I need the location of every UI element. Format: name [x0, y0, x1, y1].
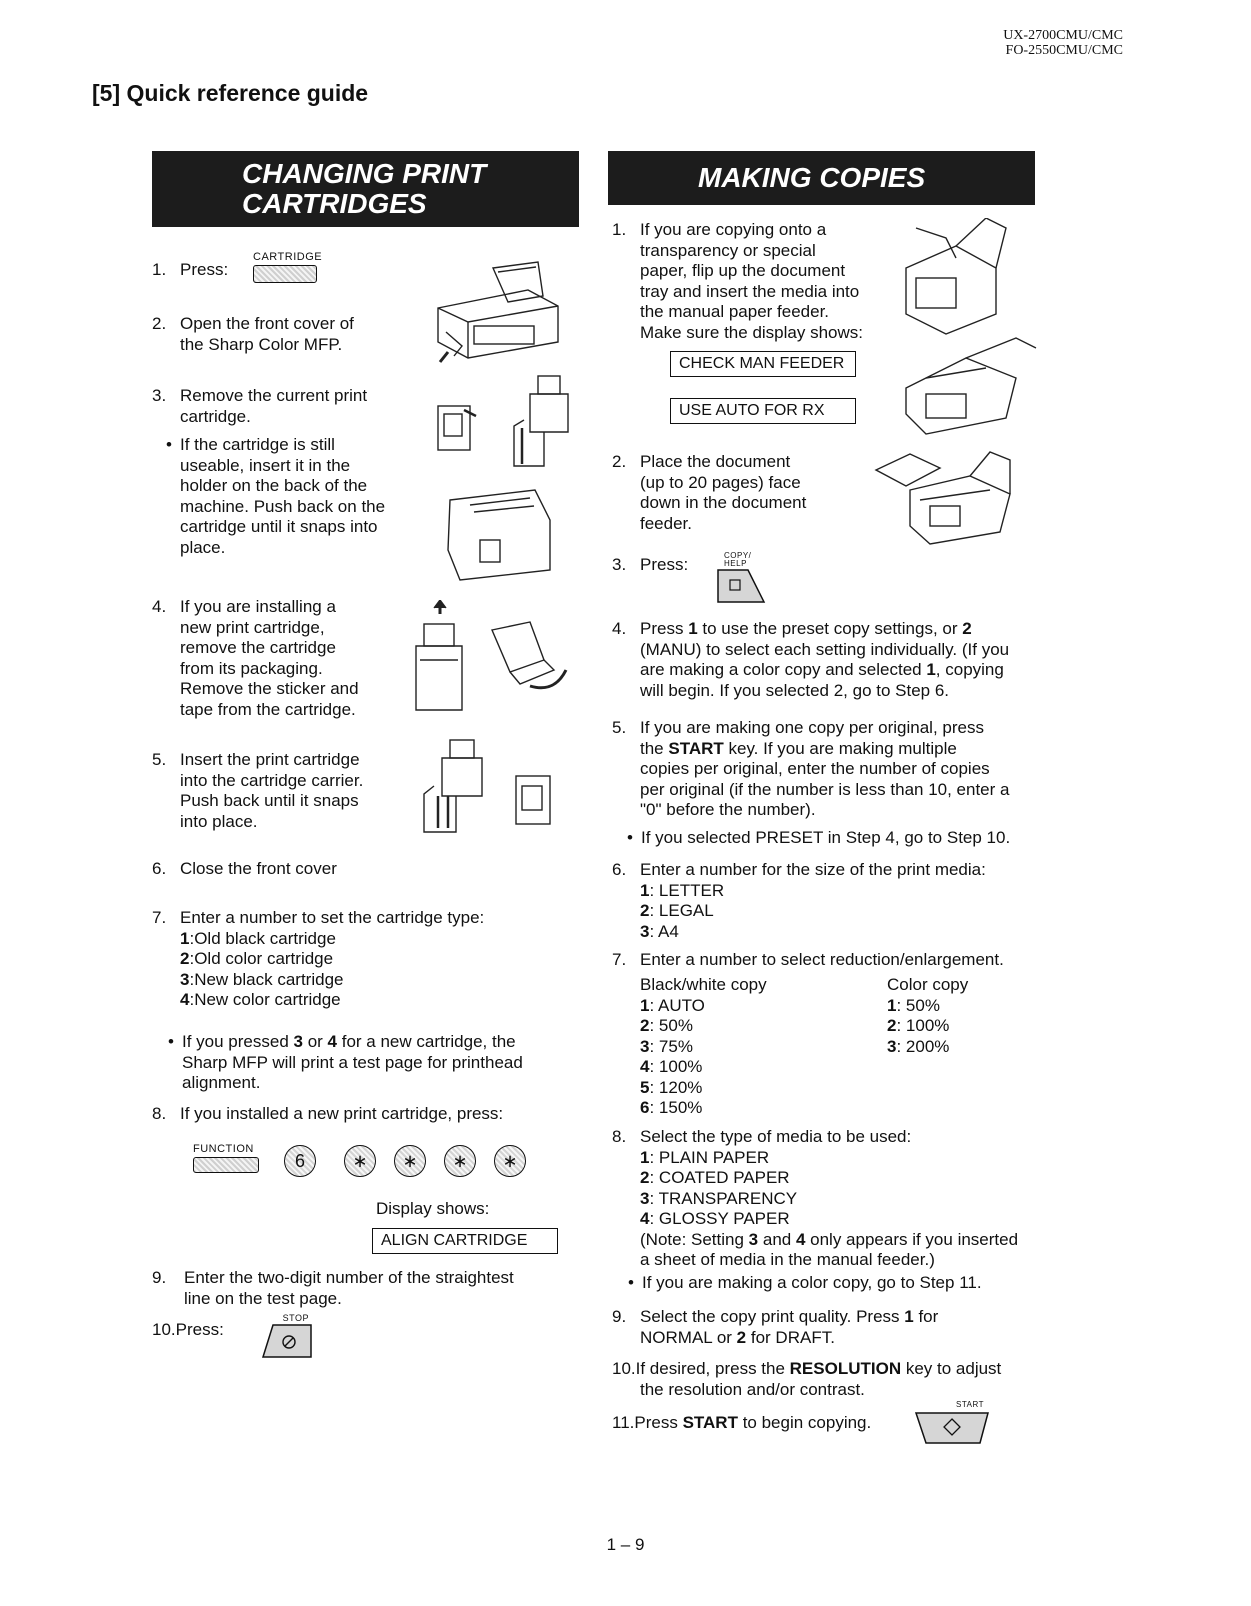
right-step-10 [612, 1359, 1001, 1400]
key-4: 4 [327, 1032, 338, 1051]
step-number: 8. [152, 1104, 167, 1123]
line: will begin. If you selected 2, go to Step 6. [640, 680, 950, 700]
key-face [253, 265, 317, 283]
line: the Sharp Color MFP. [180, 334, 343, 354]
line: the resolution and/or contrast. [640, 1379, 865, 1399]
step-number: 7. [612, 950, 627, 969]
opt-value: : 75% [649, 1036, 693, 1056]
line: Enter a number for the size of the print media: [640, 860, 986, 879]
opt-key: 2 [180, 949, 190, 968]
start-key[interactable] [914, 1400, 990, 1450]
opt-key: 1 [640, 995, 650, 1015]
step-text: Press: [180, 260, 229, 279]
line: Select the type of media to be used: [640, 1127, 912, 1146]
line: If you are making one copy per original, press [640, 718, 984, 737]
line: new print cartridge, [180, 617, 325, 637]
line: transparency or special [640, 240, 816, 260]
line: Remove the sticker and [180, 679, 359, 698]
opt-key: 2 [640, 901, 650, 920]
bw-copy-options [640, 975, 767, 1119]
step-number: 5. [612, 718, 627, 737]
step-text [180, 750, 363, 832]
color-copy-options [887, 975, 968, 1057]
opt-value: : 150% [649, 1098, 703, 1117]
line: a sheet of media in the manual feeder.) [640, 1250, 935, 1269]
step-text [184, 1268, 514, 1309]
mfp-open-cover-illustration [418, 258, 568, 368]
start-key-name: START [682, 1413, 738, 1432]
step-number: 9. [152, 1268, 167, 1287]
left-step-2 [152, 314, 412, 358]
opt-key: 6 [640, 1098, 650, 1117]
bullet-text: • If you are making a color copy, go to Step 11. [642, 1273, 982, 1294]
bullet-text: • If you selected PRESET in Step 4, go to Step 10. [641, 828, 1010, 849]
step-text [640, 619, 1009, 701]
opt-value: : LETTER [649, 880, 725, 900]
copy-help-key[interactable] [716, 552, 766, 609]
line: Sharp MFP will print a test page for printhead [182, 1052, 523, 1072]
step-text [180, 386, 367, 427]
text: for DRAFT. [746, 1327, 835, 1347]
line: into place. [180, 811, 258, 831]
line: Remove the current print [180, 386, 368, 405]
text: or [302, 1032, 328, 1051]
line: feeder. [640, 513, 692, 533]
line: (up to 20 pages) face [640, 472, 801, 492]
line: the manual paper feeder. [640, 302, 830, 321]
opt-key: 2 [640, 1168, 650, 1187]
line: machine. Push back on the [180, 496, 386, 516]
banner-line-1: CHANGING PRINT [242, 158, 487, 189]
resolution-key-name: RESOLUTION [789, 1359, 902, 1378]
color-copy-heading: Color copy [887, 975, 969, 994]
step-text [640, 860, 986, 942]
line: Enter a number to set the cartridge type: [180, 908, 485, 927]
text: key to adjust [901, 1359, 1002, 1378]
opt-key: 3 [180, 969, 190, 989]
banner-making-copies [608, 151, 1035, 205]
opt-key: 3 [640, 921, 650, 941]
function-key[interactable] [193, 1143, 259, 1173]
star-key-button[interactable]: ∗ [394, 1145, 426, 1177]
section-title: [5] Quick reference guide [92, 80, 369, 106]
step-text: Enter a number to select reduction/enlargement. [640, 950, 1004, 969]
opt-value: : 120% [649, 1077, 703, 1097]
line: cartridge until it snaps into [180, 517, 378, 536]
step-number: 7. [152, 908, 167, 927]
banner-line-2: CARTRIDGES [242, 188, 427, 219]
key-3: 3 [748, 1229, 759, 1249]
text: the [640, 738, 669, 758]
stop-key[interactable] [259, 1313, 315, 1364]
line: If you are copying onto a [640, 220, 827, 239]
text: are making a color copy and selected [640, 660, 927, 679]
step-text [180, 597, 359, 720]
text: 10.If desired, press the [612, 1359, 790, 1378]
cartridge-key[interactable] [253, 251, 322, 283]
text: to use the preset copy settings, or [697, 619, 963, 638]
opt-value: :Old color cartridge [189, 949, 334, 968]
step-number: 1. [612, 220, 627, 239]
left-step-3-bullet [180, 435, 430, 558]
opt-value: : TRANSPARENCY [649, 1188, 798, 1208]
line: alignment. [182, 1073, 261, 1092]
opt-key: 3 [640, 1036, 650, 1056]
opt-key: 1 [640, 880, 650, 900]
line: line on the test page. [184, 1288, 342, 1308]
step-number: 4. [152, 597, 167, 616]
opt-key: 1 [640, 1147, 650, 1167]
start-key-name: START [668, 738, 724, 758]
step-number: 2. [152, 314, 167, 333]
display-shows-label: Display shows: [376, 1199, 490, 1218]
insert-cartridge-illustration [420, 736, 570, 836]
key-1: 1 [904, 1307, 914, 1326]
line: tape from the cartridge. [180, 699, 356, 719]
manual-feeder-illustration [896, 218, 1046, 438]
key-label: STOP [282, 1313, 309, 1323]
step-number: 9. [612, 1307, 627, 1326]
line: remove the cartridge [180, 638, 336, 657]
page-number: 1 – 9 [606, 1535, 645, 1554]
cartridge-removal-illustration [430, 370, 575, 590]
line: Make sure the display shows: [640, 322, 863, 342]
line: holder on the back of the [180, 476, 368, 495]
key-1: 1 [926, 660, 936, 679]
left-step-5 [152, 750, 392, 834]
bw-copy-heading: Black/white copy [640, 975, 767, 994]
line: useable, insert it in the [180, 455, 351, 475]
document-feeder-illustration [870, 446, 1020, 546]
step-text [640, 1127, 1018, 1271]
line: from its packaging. [180, 658, 323, 678]
step-number: 3. [152, 386, 167, 405]
left-step-7-bullet [182, 1032, 582, 1094]
key-4: 4 [795, 1229, 806, 1249]
line: tray and insert the media into [640, 281, 860, 301]
opt-key: 4 [180, 990, 190, 1009]
step-text: Close the front cover [180, 859, 337, 878]
opt-value: : LEGAL [649, 901, 714, 920]
step-number: 6. [612, 860, 627, 879]
line: place. [180, 537, 226, 557]
step-text [640, 1307, 938, 1348]
key-3: 3 [293, 1032, 303, 1051]
banner-changing-cartridges [152, 151, 579, 227]
text: Select the copy print quality. Press [640, 1307, 905, 1326]
line: "0" before the number). [640, 800, 816, 819]
star-key-button[interactable]: ∗ [494, 1145, 526, 1177]
step-number: 2. [612, 452, 627, 471]
unpack-cartridge-illustration [410, 600, 575, 720]
line: Place the document [640, 452, 791, 471]
opt-key: 3 [640, 1188, 650, 1208]
text: to begin copying. [737, 1413, 872, 1432]
opt-key: 4 [640, 1057, 650, 1076]
key-2: 2 [736, 1327, 747, 1347]
right-step-5-bullet [641, 828, 1010, 849]
opt-key: 1 [180, 928, 190, 948]
step-number: 3. [612, 555, 627, 574]
key-label: FUNCTION [193, 1143, 254, 1155]
opt-value: : 200% [896, 1036, 950, 1056]
opt-key: 5 [640, 1077, 650, 1097]
opt-value: :Old black cartridge [189, 928, 336, 948]
copy-help-key-face [716, 568, 766, 604]
step-number: 8. [612, 1127, 627, 1146]
text: 11.Press [612, 1413, 683, 1432]
line: into the cartridge carrier. [180, 770, 364, 790]
key-label: COPY/ HELP [724, 551, 752, 568]
opt-key: 2 [887, 1016, 897, 1035]
text: key. If you are making multiple [723, 738, 957, 758]
step-text [180, 314, 354, 355]
opt-value: : AUTO [649, 995, 705, 1015]
line: per original (if the number is less than 10, enter a [640, 779, 1010, 799]
text: (Note: Setting [640, 1229, 749, 1249]
line: copies per original, enter the number of copies [640, 759, 990, 778]
line: Open the front cover of [180, 314, 354, 333]
opt-value: : 50% [649, 1016, 693, 1035]
text: If you pressed [182, 1032, 294, 1051]
line: If you are installing a [180, 597, 336, 616]
lcd-use-auto-for-rx: USE AUTO FOR RX [670, 398, 856, 424]
opt-value: :New color cartridge [189, 990, 341, 1009]
model-line-2: FO-2550CMU/CMC [1005, 43, 1123, 58]
key-2: 2 [962, 619, 972, 638]
stop-key-face [259, 1323, 315, 1359]
step-number: 1. [152, 260, 167, 279]
model-line-1: UX-2700CMU/CMC [1003, 28, 1123, 43]
left-step-3 [152, 386, 412, 430]
bullet-text [182, 1032, 582, 1094]
model-numbers [1003, 28, 1123, 58]
left-step-10: 10.Press: [152, 1320, 224, 1339]
star-key-button[interactable]: ∗ [344, 1145, 376, 1177]
lcd-check-man-feeder: CHECK MAN FEEDER [670, 351, 856, 377]
start-key-face [914, 1409, 990, 1445]
banner-text: MAKING COPIES [698, 162, 926, 193]
step-text [180, 908, 484, 1011]
key-face [193, 1157, 259, 1173]
opt-value: : 100% [649, 1057, 703, 1076]
left-step-4 [152, 597, 392, 723]
step-text [640, 718, 1009, 821]
text: only appears if you inserted [805, 1229, 1019, 1249]
line: paper, flip up the document [640, 261, 846, 280]
line: Push back until it snaps [180, 791, 359, 810]
line: (MANU) to select each setting individually. (If you [640, 639, 1010, 659]
star-key-button[interactable]: ∗ [444, 1145, 476, 1177]
line: Insert the print cartridge [180, 750, 360, 769]
opt-value: : COATED PAPER [649, 1168, 790, 1187]
right-step-8-bullet [642, 1273, 982, 1294]
opt-value: : A4 [649, 921, 679, 941]
text: for [913, 1307, 939, 1326]
opt-key: 3 [887, 1036, 897, 1056]
opt-key: 4 [640, 1209, 650, 1228]
step-text: If you installed a new print cartridge, press: [180, 1104, 504, 1123]
opt-value: : 50% [896, 995, 940, 1015]
step-text: Press: [640, 555, 689, 574]
opt-value: : 100% [896, 1016, 950, 1035]
step-text [640, 452, 806, 534]
opt-value: : PLAIN PAPER [649, 1147, 770, 1167]
text: Press [640, 619, 689, 638]
opt-value: :New black cartridge [189, 969, 344, 989]
text: and [758, 1229, 796, 1249]
key-6-button[interactable]: 6 [284, 1145, 316, 1177]
line: If the cartridge is still [180, 435, 335, 454]
line: Enter the two-digit number of the straightest [184, 1268, 514, 1287]
key-label: CARTRIDGE [253, 251, 323, 263]
opt-key: 2 [640, 1016, 650, 1035]
text: NORMAL or [640, 1327, 737, 1347]
lcd-align-cartridge: ALIGN CARTRIDGE [372, 1228, 558, 1254]
right-step-11 [612, 1413, 871, 1434]
opt-value: : GLOSSY PAPER [649, 1209, 790, 1228]
step-text [640, 220, 863, 343]
key-label: START [956, 1400, 984, 1409]
bullet-text [180, 435, 430, 558]
step-number: 4. [612, 619, 627, 638]
line: down in the document [640, 493, 807, 512]
key-1: 1 [688, 619, 698, 638]
line: cartridge. [180, 406, 251, 426]
step-number: 5. [152, 750, 167, 769]
text: , copying [935, 660, 1004, 679]
opt-key: 1 [887, 995, 897, 1015]
step-number: 6. [152, 859, 167, 878]
text: for a new cartridge, the [337, 1032, 516, 1051]
